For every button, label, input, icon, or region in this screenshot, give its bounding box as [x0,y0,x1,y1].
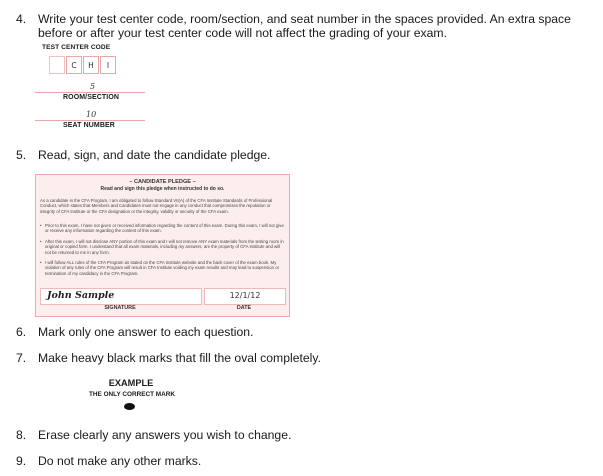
room-section-label: ROOM/SECTION [63,94,120,101]
example-caption: THE ONLY CORRECT MARK [89,391,175,398]
test-center-code-boxes [49,56,117,73]
pledge-bullet-text: After this exam, I will not disclose ANY portion of this exam and I will not remove ANY exam materials from the testing room in original or copied form. I understand that all exam materials, including my answers, are the property of CFA Institute and will not be returned to me in any form. [45,239,284,255]
pledge-intro: As a candidate in the CFA Program, I am obligated to follow Standard VII(A) of the CFA Institute Standards of Professional Conduct, which states that Members and Candidates must not engage in any conduct that compromises the reputation or integrity of CFA Institute or the CFA designation or the integrity, validity or security of the CFA exam. [40,198,273,214]
room-section-value: 5 [90,82,96,91]
signature-field[interactable] [40,288,202,305]
seat-number-label: SEAT NUMBER [63,122,115,129]
candidate-pledge [35,174,290,317]
instruction-text: Make heavy black marks that fill the oval completely. [38,351,321,365]
signature-value: John Sample [47,290,115,301]
bullet-dot: • [40,260,42,265]
example-title: EXAMPLE [108,378,154,388]
instruction-text: Mark only one answer to each question. [38,325,254,339]
instruction-number: 6. [16,325,27,339]
code-box-1[interactable]: C [66,56,82,74]
instruction-text: Erase clearly any answers you wish to change. [38,428,292,442]
code-box-2[interactable]: H [83,56,99,74]
pledge-bullet-text: Prior to this exam, I have not given or received information regarding the content of this exam. During this exam, I will not give or receive any information regarding the content of this exam. [45,223,284,234]
instruction-text: Write your test center code, room/section, and seat number in the spaces provided. An extra space before or after your test center code will not affect the grading of your exam. [38,12,571,40]
date-field[interactable] [204,288,286,305]
pledge-bullet-text: I will follow ALL rules of the CFA Program as stated on the CFA Institute website and the back cover of the exam book. My violation of any rules of the CFA Program will result in CFA Institute voiding my exam results and may lead to suspension or termination of my candidacy in the CFA Program. [45,260,280,276]
pledge-title: – CANDIDATE PLEDGE – [129,179,196,185]
code-box-3[interactable]: I [100,56,116,74]
instruction-number: 8. [16,428,27,442]
signature-label: SIGNATURE [104,305,136,311]
seat-number-line [35,120,145,121]
instruction-number: 9. [16,454,27,468]
code-box-blank[interactable] [49,56,65,74]
instruction-text: Read, sign, and date the candidate pledge. [38,148,271,162]
pledge-subtitle: Read and sign this pledge when instructed to do so. [100,186,225,192]
seat-number-value: 10 [86,110,97,119]
filled-oval-example [124,403,135,410]
date-value: 12/1/12 [229,291,261,300]
instruction-number: 5. [16,148,27,162]
instruction-number: 4. [16,12,27,26]
bullet-dot: • [40,223,42,228]
instruction-number: 7. [16,351,27,365]
test-center-code-label: TEST CENTER CODE [42,44,111,51]
bullet-dot: • [40,239,42,244]
room-section-line [35,92,145,93]
date-label: DATE [236,305,252,311]
instruction-text: Do not make any other marks. [38,454,202,468]
